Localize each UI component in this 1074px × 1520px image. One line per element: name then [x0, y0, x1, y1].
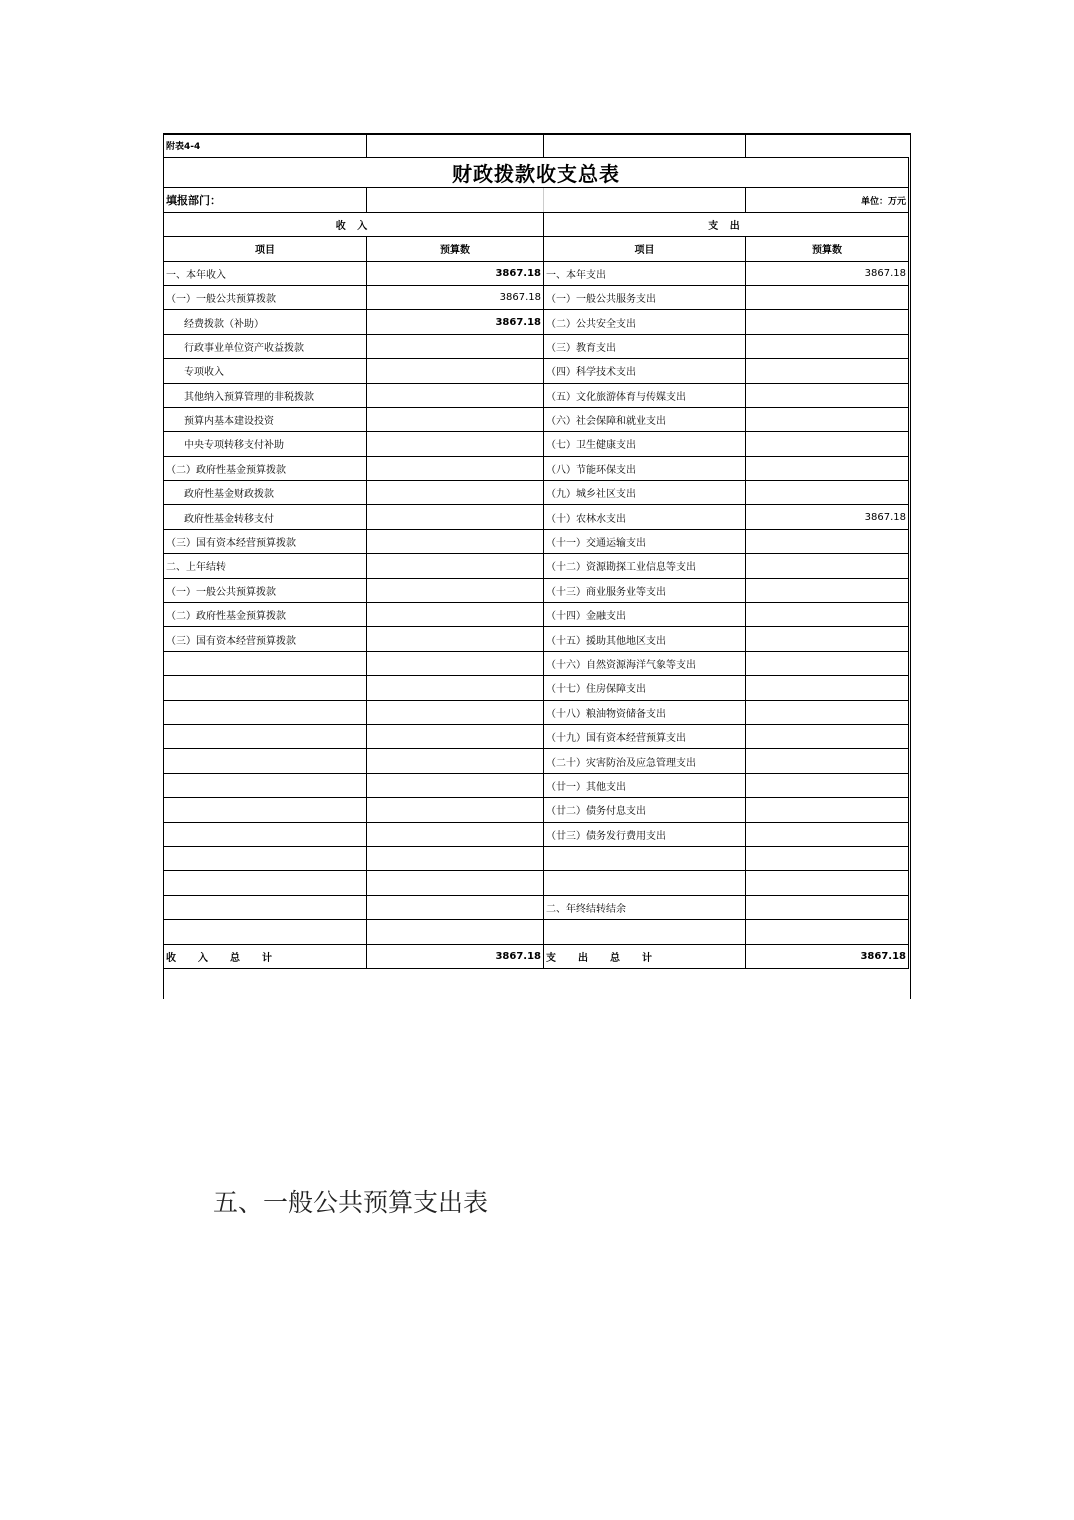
expense-item: （六）社会保障和就业支出 — [544, 407, 746, 431]
income-budget — [367, 627, 544, 651]
expense-item: （十六）自然资源海洋气象等支出 — [544, 651, 746, 675]
income-item: （三）国有资本经营预算拨款 — [164, 529, 367, 553]
expense-budget — [746, 846, 909, 870]
income-budget — [367, 700, 544, 724]
expense-item: 一、本年支出 — [544, 261, 746, 285]
income-budget — [367, 676, 544, 700]
income-item: 政府性基金转移支付 — [164, 505, 367, 529]
expense-item: （十一）交通运输支出 — [544, 529, 746, 553]
expense-item: （廿三）债务发行费用支出 — [544, 822, 746, 846]
expense-budget — [746, 871, 909, 895]
expense-budget — [746, 432, 909, 456]
table-row — [164, 724, 909, 748]
table-row — [164, 554, 909, 578]
income-item: 一、本年收入 — [164, 261, 367, 285]
expense-budget: 3867.18 — [746, 505, 909, 529]
income-item — [164, 846, 367, 870]
appendix-row — [164, 134, 909, 158]
expense-item — [544, 846, 746, 870]
table-row — [164, 822, 909, 846]
income-item — [164, 651, 367, 675]
expense-budget — [746, 359, 909, 383]
expense-item: （二十）灾害防治及应急管理支出 — [544, 749, 746, 773]
expense-budget-header: 预算数 — [746, 237, 909, 261]
expense-budget — [746, 676, 909, 700]
table-row — [164, 578, 909, 602]
income-item-header: 项目 — [164, 237, 367, 261]
income-group-header: 收 入 — [164, 212, 544, 236]
table-title: 财政拨款收支总表 — [164, 158, 909, 188]
income-budget-header: 预算数 — [367, 237, 544, 261]
appendix-label: 附表4-4 — [164, 134, 367, 158]
expense-item: （八）节能环保支出 — [544, 456, 746, 480]
income-item: 经费拨款（补助） — [164, 310, 367, 334]
income-item — [164, 724, 367, 748]
table-row — [164, 505, 909, 529]
income-item — [164, 871, 367, 895]
table-row — [164, 773, 909, 797]
table-row — [164, 383, 909, 407]
income-total-label: 收入总计 — [164, 944, 367, 968]
expense-item: 二、年终结转结余 — [544, 895, 746, 919]
table-row — [164, 920, 909, 944]
income-budget — [367, 846, 544, 870]
expense-item — [544, 871, 746, 895]
income-budget — [367, 724, 544, 748]
expense-item: （二）公共安全支出 — [544, 310, 746, 334]
expense-budget — [746, 407, 909, 431]
table-row — [164, 407, 909, 431]
income-item: （二）政府性基金预算拨款 — [164, 603, 367, 627]
income-total-value: 3867.18 — [367, 944, 544, 968]
income-budget — [367, 456, 544, 480]
expense-item: （十四）金融支出 — [544, 603, 746, 627]
table-row — [164, 334, 909, 358]
expense-budget — [746, 822, 909, 846]
expense-item: （十七）住房保障支出 — [544, 676, 746, 700]
total-row — [164, 944, 909, 968]
expense-item: （十五）援助其他地区支出 — [544, 627, 746, 651]
income-item: 其他纳入预算管理的非税拨款 — [164, 383, 367, 407]
expense-budget — [746, 627, 909, 651]
expense-budget — [746, 895, 909, 919]
expense-item: （五）文化旅游体育与传媒支出 — [544, 383, 746, 407]
income-budget: 3867.18 — [367, 261, 544, 285]
table-row — [164, 676, 909, 700]
table-row — [164, 310, 909, 334]
table-row — [164, 749, 909, 773]
income-item: 政府性基金财政拨款 — [164, 481, 367, 505]
income-item: （一）一般公共预算拨款 — [164, 578, 367, 602]
expense-budget — [746, 700, 909, 724]
income-item — [164, 920, 367, 944]
income-budget: 3867.18 — [367, 310, 544, 334]
income-item: （二）政府性基金预算拨款 — [164, 456, 367, 480]
income-budget — [367, 554, 544, 578]
income-budget — [367, 773, 544, 797]
table-row — [164, 895, 909, 919]
expense-item: （廿二）债务付息支出 — [544, 798, 746, 822]
income-item — [164, 773, 367, 797]
expense-item-header: 项目 — [544, 237, 746, 261]
income-budget — [367, 895, 544, 919]
expense-item: （十九）国有资本经营预算支出 — [544, 724, 746, 748]
table-row — [164, 481, 909, 505]
expense-item: （三）教育支出 — [544, 334, 746, 358]
expense-budget — [746, 724, 909, 748]
income-budget — [367, 529, 544, 553]
table-row — [164, 285, 909, 309]
expense-budget — [746, 749, 909, 773]
income-budget — [367, 798, 544, 822]
expense-total-label: 支出总计 — [544, 944, 746, 968]
income-item: 预算内基本建设投资 — [164, 407, 367, 431]
income-item: 中央专项转移支付补助 — [164, 432, 367, 456]
table-row — [164, 456, 909, 480]
income-budget — [367, 578, 544, 602]
dept-label: 填报部门： — [164, 188, 367, 212]
expense-budget — [746, 383, 909, 407]
expense-budget — [746, 310, 909, 334]
expense-budget — [746, 773, 909, 797]
income-item: （一）一般公共预算拨款 — [164, 285, 367, 309]
income-budget — [367, 481, 544, 505]
table-row — [164, 603, 909, 627]
table-row — [164, 846, 909, 870]
expense-budget: 3867.18 — [746, 261, 909, 285]
expense-total-value: 3867.18 — [746, 944, 909, 968]
meta-row — [164, 188, 909, 212]
income-budget — [367, 505, 544, 529]
expense-item: （一）一般公共服务支出 — [544, 285, 746, 309]
expense-item: （十八）粮油物资储备支出 — [544, 700, 746, 724]
expense-group-header: 支 出 — [544, 212, 909, 236]
column-header-row — [164, 237, 909, 261]
income-item — [164, 676, 367, 700]
expense-item — [544, 920, 746, 944]
income-budget — [367, 822, 544, 846]
expense-budget — [746, 481, 909, 505]
income-budget — [367, 383, 544, 407]
income-budget: 3867.18 — [367, 285, 544, 309]
group-header-row — [164, 212, 909, 236]
income-item: 行政事业单位资产收益拨款 — [164, 334, 367, 358]
finance-summary-table — [163, 133, 909, 969]
unit-label: 单位：万元 — [746, 188, 909, 212]
table-row — [164, 871, 909, 895]
income-item — [164, 798, 367, 822]
expense-budget — [746, 554, 909, 578]
table-row — [164, 529, 909, 553]
income-item: 专项收入 — [164, 359, 367, 383]
title-row — [164, 158, 909, 188]
expense-item: （十）农林水支出 — [544, 505, 746, 529]
expense-item: （四）科学技术支出 — [544, 359, 746, 383]
expense-item: （廿一）其他支出 — [544, 773, 746, 797]
expense-budget — [746, 285, 909, 309]
income-item — [164, 895, 367, 919]
table-row — [164, 359, 909, 383]
income-budget — [367, 749, 544, 773]
income-budget — [367, 603, 544, 627]
expense-item: （十二）资源勘探工业信息等支出 — [544, 554, 746, 578]
income-item — [164, 749, 367, 773]
income-budget — [367, 651, 544, 675]
income-budget — [367, 432, 544, 456]
income-item — [164, 700, 367, 724]
income-budget — [367, 407, 544, 431]
finance-summary-sheet — [163, 133, 911, 969]
expense-budget — [746, 578, 909, 602]
expense-budget — [746, 798, 909, 822]
income-budget — [367, 359, 544, 383]
expense-item: （九）城乡社区支出 — [544, 481, 746, 505]
expense-budget — [746, 529, 909, 553]
income-item: 二、上年结转 — [164, 554, 367, 578]
table-row — [164, 798, 909, 822]
income-budget — [367, 334, 544, 358]
table-row — [164, 651, 909, 675]
expense-item: （七）卫生健康支出 — [544, 432, 746, 456]
expense-item: （十三）商业服务业等支出 — [544, 578, 746, 602]
table-row — [164, 261, 909, 285]
table-row — [164, 432, 909, 456]
table-row — [164, 627, 909, 651]
expense-budget — [746, 920, 909, 944]
expense-budget — [746, 334, 909, 358]
expense-budget — [746, 603, 909, 627]
expense-budget — [746, 651, 909, 675]
income-item: （三）国有资本经营预算拨款 — [164, 627, 367, 651]
income-budget — [367, 871, 544, 895]
expense-budget — [746, 456, 909, 480]
income-budget — [367, 920, 544, 944]
income-item — [164, 822, 367, 846]
section-heading: 五、一般公共预算支出表 — [213, 1188, 489, 1217]
table-row — [164, 700, 909, 724]
